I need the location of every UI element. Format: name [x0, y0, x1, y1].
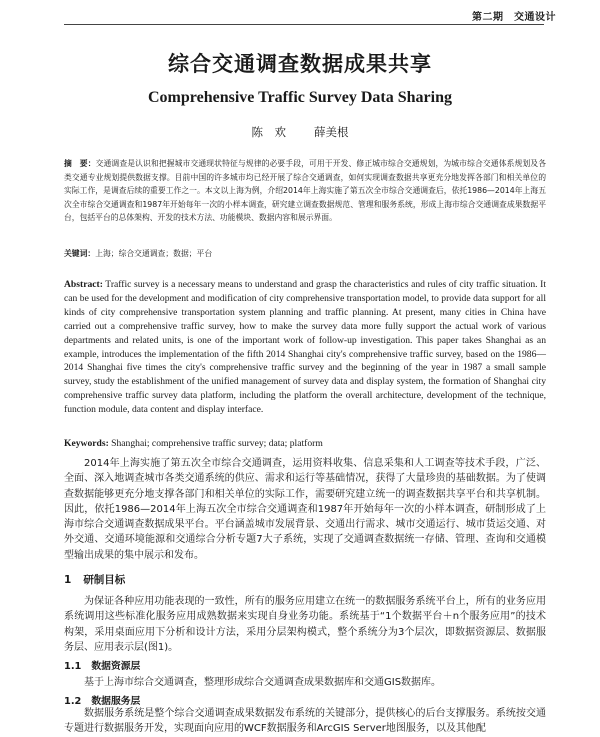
keywords-cn-label: 关键词： [64, 249, 96, 258]
subsection-1-1-heading [64, 658, 140, 672]
abstract-english [64, 278, 546, 417]
abstract-chinese [64, 157, 546, 225]
keywords-chinese [64, 247, 546, 261]
subsection-1-1-number: 1.1 [64, 661, 82, 672]
section-1-paragraph: 为保证各种应用功能表现的一致性，所有的服务应用建立在统一的数据服务系统平台上，所有的业务应用系统调用这些标准化服务应用成熟数据来实现自身业务功能。系统基于“1个数据平台＋n个服务应用”的技术构架，采用桌面应用下分析和设计方法，采用分层架构模式，整个系统分为3个层次，即数据资源层、数据服务层、应用表示层(图1)。 [64, 596, 546, 653]
authors [0, 124, 600, 140]
title-chinese: 综合交通调查数据成果共享 [168, 52, 432, 76]
keywords-en-label: Keywords: [64, 438, 109, 449]
abstract-cn-text: 交通调查是认识和把握城市交通现状特征与规律的必要手段，可用于开发、修正城市综合交通规划，为城市综合交通体系规划及各类交通专业规划提供数据支撑。目前中国的许多城市均已经开展了综合交通调查，如何实现调查数据共享更充分地发挥各部门和相关单位的实际工作，是调查后续的重要工作之一。本文以上海为例，介绍2014年上海实施了第五次全市综合交通调查后，依托1986—2014年上海五次全市综合交通调查和1987年开始每年一次的小样本调查，研究建立调查数据规范、管理和服务系统，形成上海市综合交通调查成果数据平台，包括平台的总体架构、开发的技术方法、功能模块、数据内容和展示界面。 [64, 159, 547, 222]
section-1-number: 1 [64, 574, 72, 586]
abstract-en-label: Abstract: [64, 279, 103, 290]
keywords-english [64, 437, 546, 451]
section-1-heading [64, 572, 125, 587]
author-1: 陈 欢 [251, 125, 286, 139]
subsection-1-1-paragraph: 基于上海市综合交通调查，整理形成综合交通调查成果数据库和交通GIS数据库。 [84, 677, 442, 688]
subsection-1-2-title: 数据服务层 [91, 696, 141, 707]
subsection-1-2-number: 1.2 [64, 696, 82, 707]
subsection-1-1-title: 数据资源层 [91, 661, 141, 672]
intro-paragraph: 2014年上海实施了第五次全市综合交通调查，运用资料收集、信息采集和人工调查等技术手段，广泛、全面、深入地调查城市各类交通系统的供应、需求和运行等基础情况，获得了大量珍贵的基础数据。为了使调查数据能够更充分地支撑各部门和相关单位的实际工作，需要研究建立统一的调查数据共享平台和共享机制。因此，依托1986—2014年上海五次全市综合交通调查和1987年开始每年一次的小样本调查，研制形成了上海市综合交通调查数据成果平台。平台涵盖城市发展背景、交通出行需求、城市交通运行、城市货运交通、对外交通、交通环境能源和交通综合分析专题7大子系统，实现了交通调查数据统一存储、管理、查询和交通模型输出成果的集中展示和发布。 [64, 458, 546, 561]
author-2: 薛美根 [314, 125, 349, 139]
running-header: 第二期 交通设计 [472, 12, 556, 23]
subsection-1-2-heading [64, 693, 140, 707]
title-english: Comprehensive Traffic Survey Data Sharing [148, 89, 452, 106]
keywords-en-text: Shanghai; comprehensive traffic survey; data; platform [108, 438, 323, 449]
header-rule [64, 24, 544, 25]
section-1-title: 研制目标 [83, 574, 126, 586]
keywords-cn-text: 上海；综合交通调查；数据；平台 [95, 249, 213, 258]
subsection-1-2-paragraph: 数据服务系统是整个综合交通调查成果数据发布系统的关键部分，提供核心的后台支撑服务。系统按交通专题进行数据服务开发，实现面向应用的WCF数据服务和ArcGIS Server地图服务，以及其他配 [64, 708, 546, 735]
abstract-cn-label: 摘 要： [64, 159, 96, 168]
abstract-en-text: Traffic survey is a necessary means to understand and grasp the characteristics and rules of city traffic situation. It can be used for the development and modification of city comprehensive transportation model, to provide data support for all kinds of city comprehensive transportation system planning and traffic planning. At present, many cities in China have carried out a comprehensive traffic survey, how to make the survey data more fully support the actual work of various departments and related units, is one of the important work of follow-up investigation. This paper takes Shanghai as an example, introduces the implementation of the fifth 2014 Shanghai city's comprehensive traffic survey, based on the 1986—2014 Shanghai five times the city's comprehensive traffic survey and the beginning of the year in 1987 a small sample survey, study the establishment of the unified management of survey data and display system, the formation of Shanghai city comprehensive traffic survey data platform, including the platform the overall architecture, development of the technique, function module, data content and display interface. [64, 279, 546, 416]
